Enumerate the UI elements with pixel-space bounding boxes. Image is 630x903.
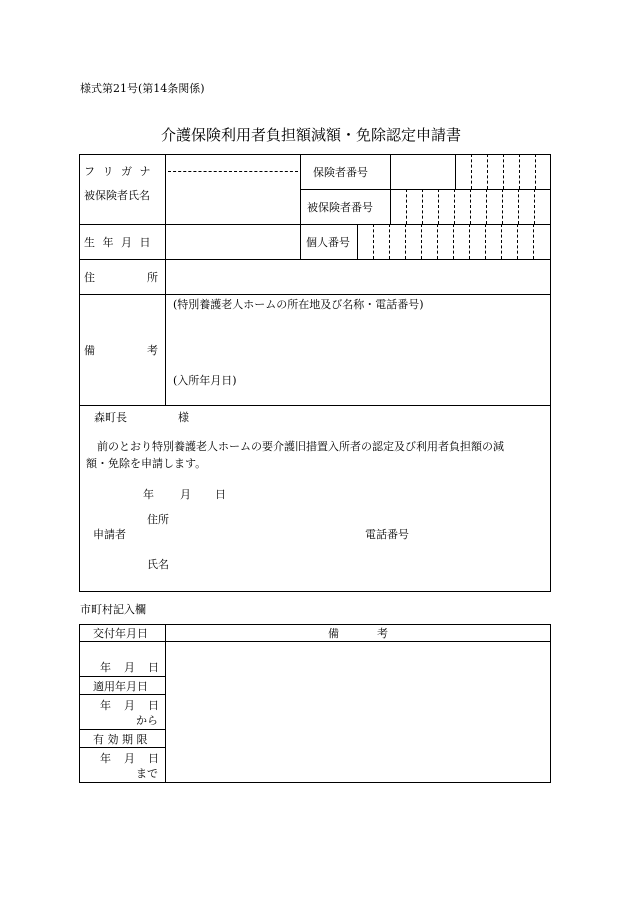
issue-date-year: 年	[100, 661, 111, 674]
from-label: から	[136, 714, 158, 727]
applicable-date-month: 月	[124, 699, 135, 712]
declaration-body-line1: 前のとおり特別養護老人ホームの要介護旧措置入所者の認定及び利用者負担額の減	[97, 440, 504, 453]
address-label-char1: 住	[84, 271, 95, 284]
applicable-date-label: 適用年月日	[93, 680, 148, 693]
insurer-number-input[interactable]	[456, 156, 549, 188]
until-label: まで	[136, 767, 158, 780]
insured-number-input[interactable]	[391, 191, 549, 223]
insured-name-label: 被保険者氏名	[84, 189, 150, 202]
valid-period-year: 年	[100, 752, 111, 765]
remarks-label-char2: 考	[147, 344, 158, 357]
applicable-date-year: 年	[100, 699, 111, 712]
issue-date-day: 日	[148, 661, 159, 674]
form-number: 様式第21号(第14条関係)	[80, 82, 205, 95]
personal-number-label: 個人番号	[306, 236, 350, 249]
remarks-input[interactable]	[167, 314, 549, 370]
applicant-label: 申請者	[93, 528, 126, 541]
address-label-char2: 所	[147, 271, 158, 284]
remarks-hint-admission: (入所年月日)	[173, 374, 237, 387]
birthdate-label: 生 年 月 日	[84, 236, 153, 249]
page-title: 介護保険利用者負担額減額・免除認定申請書	[161, 126, 462, 144]
declaration-body-line2: 額・免除を申請します。	[86, 457, 207, 470]
remarks-hint-facility: (特別養護老人ホームの所在地及び名称・電話番号)	[173, 298, 424, 311]
addressee: 森町長	[94, 411, 127, 424]
address-input[interactable]	[167, 261, 549, 293]
birthdate-input[interactable]	[167, 226, 299, 258]
remarks-label-char1: 備	[84, 344, 95, 357]
honorific: 様	[178, 411, 189, 424]
furigana-label: フ リ ガ ナ	[84, 165, 153, 178]
insurer-number-label: 保険者番号	[313, 166, 368, 179]
date-day: 日	[215, 488, 226, 501]
date-year: 年	[143, 488, 154, 501]
valid-period-label: 有 効 期 限	[93, 733, 148, 746]
valid-period-month: 月	[124, 752, 135, 765]
issue-date-month: 月	[124, 661, 135, 674]
municipal-remarks-header-char2: 考	[377, 627, 388, 640]
municipal-remarks-header-char1: 備	[328, 627, 339, 640]
phone-label: 電話番号	[365, 528, 409, 541]
municipal-remarks-input[interactable]	[167, 643, 549, 781]
date-month: 月	[180, 488, 191, 501]
personal-number-input[interactable]	[358, 226, 549, 258]
applicable-date-day: 日	[148, 699, 159, 712]
furigana-input[interactable]	[168, 156, 298, 170]
insured-name-input[interactable]	[168, 174, 298, 222]
issue-date-label: 交付年月日	[93, 627, 148, 640]
insured-number-label: 被保険者番号	[307, 201, 373, 214]
valid-period-day: 日	[148, 752, 159, 765]
applicant-name-label: 氏名	[147, 558, 169, 571]
municipal-heading: 市町村記入欄	[80, 603, 146, 616]
applicant-address-label: 住所	[147, 513, 169, 526]
